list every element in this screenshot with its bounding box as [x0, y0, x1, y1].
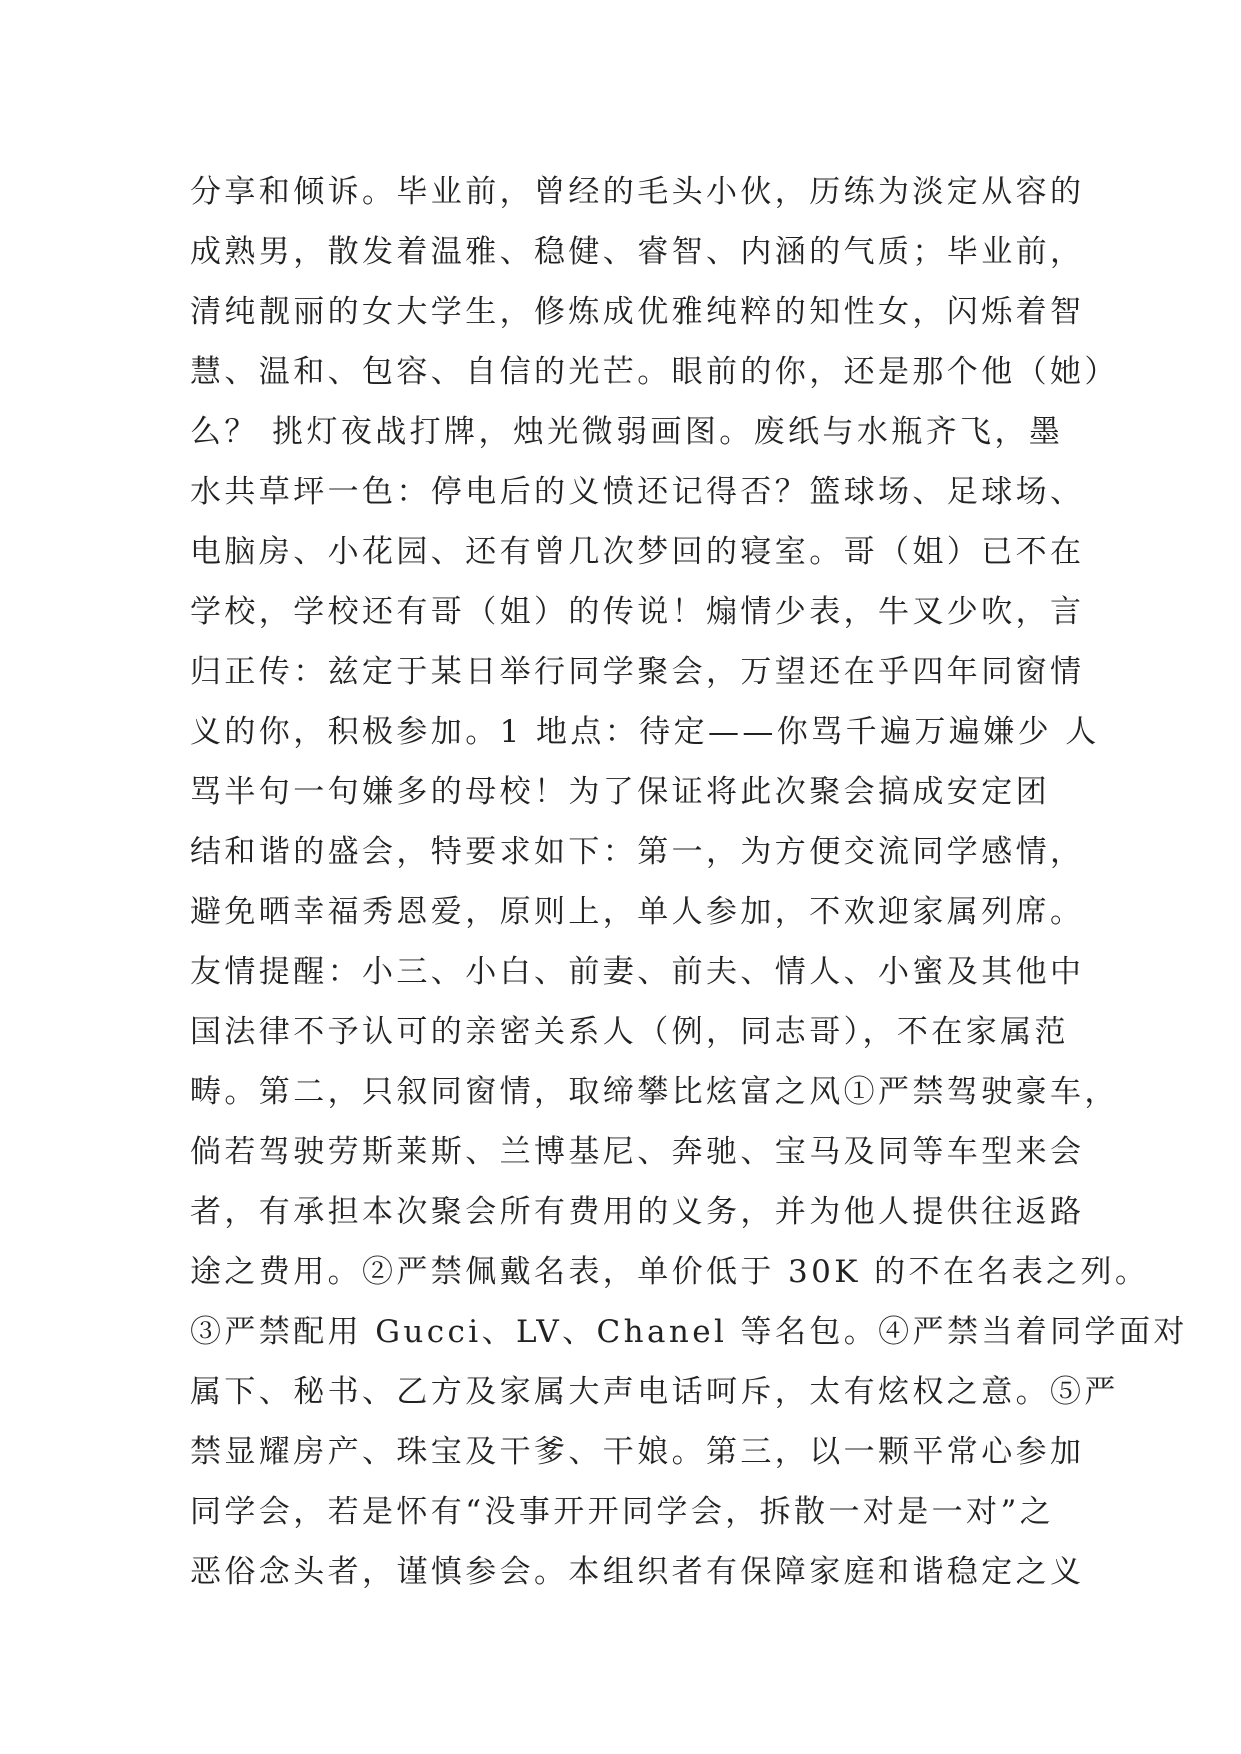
text-line: 电脑房、小花园、还有曾几次梦回的寝室。哥（姐）已不在	[190, 534, 1085, 570]
text-line: 途之费用。②严禁佩戴名表，单价低于 30K 的不在名表之列。	[190, 1254, 1150, 1290]
text-line: 清纯靓丽的女大学生，修炼成优雅纯粹的知性女，闪烁着智	[190, 294, 1085, 330]
text-line: 同学会，若是怀有“没事开开同学会，拆散一对是一对”之	[190, 1494, 1055, 1530]
text-line: 水共草坪一色：停电后的义愤还记得否？篮球场、足球场、	[190, 474, 1085, 510]
text-line: 慧、温和、包容、自信的光芒。眼前的你，还是那个他（她）	[190, 354, 1119, 390]
text-line: 国法律不予认可的亲密关系人（例，同志哥），不在家属范	[190, 1014, 1069, 1050]
text-line: 倘若驾驶劳斯莱斯、兰博基尼、奔驰、宝马及同等车型来会	[190, 1134, 1085, 1170]
text-line: ③严禁配用 Gucci、LV、Chanel 等名包。④严禁当着同学面对	[190, 1314, 1188, 1350]
text-line: 骂半句一句嫌多的母校！为了保证将此次聚会搞成安定团	[190, 774, 1050, 810]
text-line: 么？ 挑灯夜战打牌，烛光微弱画图。废纸与水瓶齐飞，墨	[190, 414, 1064, 450]
text-line: 友情提醒：小三、小白、前妻、前夫、情人、小蜜及其他中	[190, 954, 1085, 990]
text-line: 者，有承担本次聚会所有费用的义务，并为他人提供往返路	[190, 1194, 1085, 1230]
text-line: 属下、秘书、乙方及家属大声电话呵斥，太有炫权之意。⑤严	[190, 1374, 1119, 1410]
body-text	[190, 162, 1188, 1602]
text-line: 禁显耀房产、珠宝及干爹、干娘。第三，以一颗平常心参加	[190, 1434, 1085, 1470]
text-line: 畴。第二，只叙同窗情，取缔攀比炫富之风①严禁驾驶豪车，	[190, 1074, 1119, 1110]
text-line: 结和谐的盛会，特要求如下：第一，为方便交流同学感情，	[190, 834, 1085, 870]
text-line: 义的你，积极参加。1 地点：待定——你骂千遍万遍嫌少 人	[190, 714, 1100, 750]
text-line: 成熟男，散发着温雅、稳健、睿智、内涵的气质；毕业前，	[190, 234, 1085, 270]
text-line: 分享和倾诉。毕业前，曾经的毛头小伙，历练为淡定从容的	[190, 174, 1085, 210]
text-line: 归正传：兹定于某日举行同学聚会，万望还在乎四年同窗情	[190, 654, 1085, 690]
text-line: 避免晒幸福秀恩爱，原则上，单人参加，不欢迎家属列席。	[190, 894, 1085, 930]
text-line: 恶俗念头者，谨慎参会。本组织者有保障家庭和谐稳定之义	[190, 1554, 1085, 1590]
text-line: 学校，学校还有哥（姐）的传说！煽情少表，牛叉少吹，言	[190, 594, 1085, 630]
